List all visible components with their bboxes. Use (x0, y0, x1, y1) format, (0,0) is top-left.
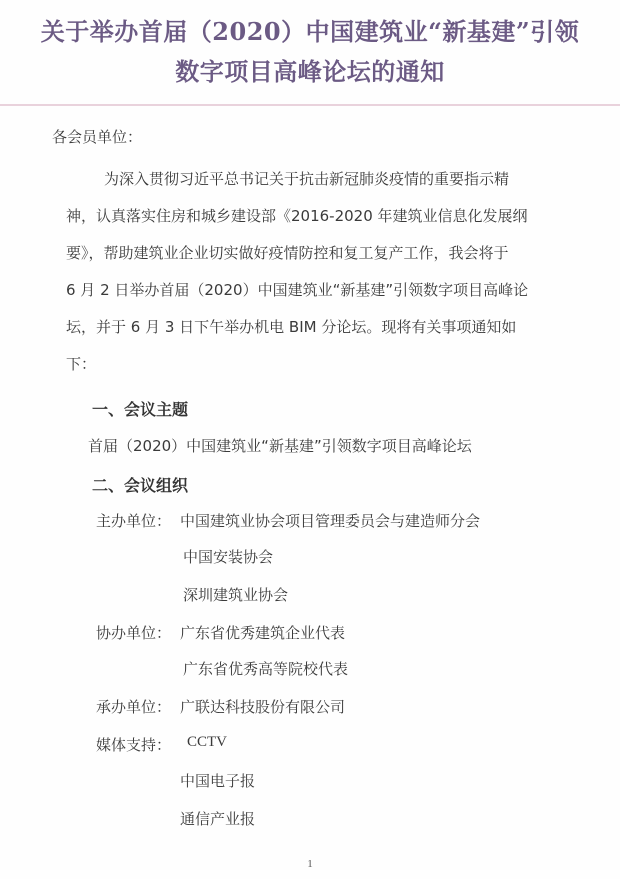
section-1-heading: 一、会议主题 (92, 400, 189, 419)
intro-line: 下： (66, 355, 97, 373)
intro-line: 为深入贯彻习近平总书记关于抗击新冠肺炎疫情的重要指示精 (104, 170, 510, 188)
intro-line: 神，认真落实住房和城乡建设部《2016-2020 年建筑业信息化发展纲 (66, 207, 528, 225)
document-title-line-1: 关于举办首届（2020）中国建筑业“新基建”引领 (40, 17, 580, 46)
section-1-body: 首届（2020）中国建筑业“新基建”引领数字项目高峰论坛 (88, 437, 472, 455)
media-item: 中国电子报 (180, 772, 256, 790)
media-label: 媒体支持： (96, 736, 172, 754)
document-title-line-2: 数字项目高峰论坛的通知 (175, 57, 445, 86)
title-divider (0, 104, 620, 106)
intro-line: 6 月 2 日举办首届（2020）中国建筑业“新基建”引领数字项目高峰论 (66, 281, 529, 299)
media-item: CCTV (187, 734, 228, 750)
page-number: 1 (307, 858, 313, 870)
media-item: 通信产业报 (180, 810, 256, 828)
host-item: 中国安装协会 (183, 548, 274, 566)
section-2-heading: 二、会议组织 (92, 476, 189, 495)
intro-line: 坛，并于 6 月 3 日下午举办机电 BIM 分论坛。现将有关事项通知如 (66, 318, 517, 336)
host-label: 主办单位： (96, 512, 172, 530)
coorganizer-item: 广东省优秀高等院校代表 (183, 660, 349, 678)
organizer-label: 承办单位： (96, 698, 172, 716)
salutation: 各会员单位： (52, 128, 143, 146)
host-item: 深圳建筑业协会 (183, 586, 289, 604)
organizer-value: 广联达科技股份有限公司 (180, 698, 346, 716)
host-item: 中国建筑业协会项目管理委员会与建造师分会 (180, 512, 481, 530)
coorganizer-label: 协办单位： (96, 624, 172, 642)
intro-line: 要》，帮助建筑业企业切实做好疫情防控和复工复产工作，我会将于 (66, 244, 509, 262)
coorganizer-item: 广东省优秀建筑企业代表 (180, 624, 346, 642)
